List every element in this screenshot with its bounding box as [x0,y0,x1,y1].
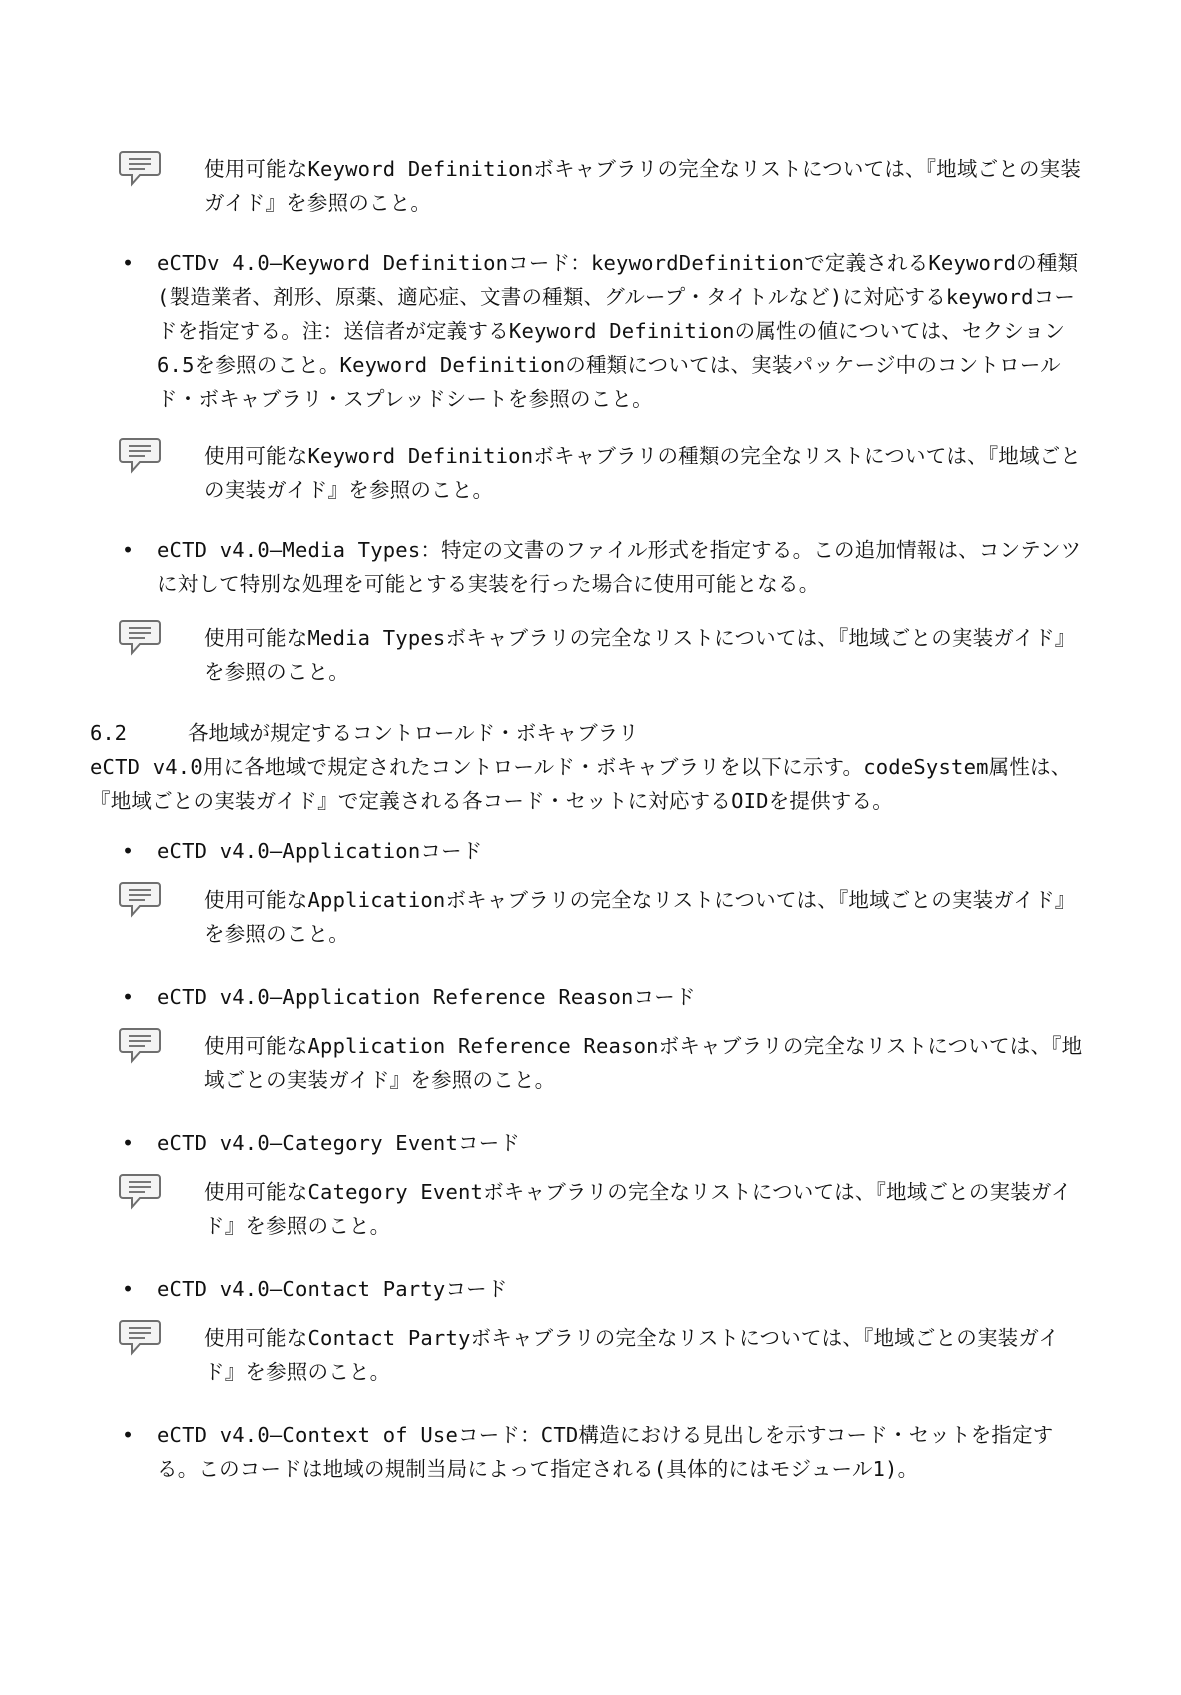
comment-icon [119,148,161,188]
comment-icon [119,1171,161,1211]
bullet-icon: • [121,1277,135,1301]
note-text: 使用可能なKeyword Definitionボキャブラリの種類の完全なリストについては、『地域ごとの実装ガイド』を参照のこと。 [204,444,1082,502]
note-text: 使用可能なMedia Typesボキャブラリの完全なリストについては、『地域ごとの実装ガイド』を参照のこと。 [204,626,1076,684]
note-text: 使用可能なCategory Eventボキャブラリの完全なリストについては、『地域ごとの実装ガイド』を参照のこと。 [204,1180,1072,1238]
bullet-icon: • [121,1131,135,1155]
note-text: 使用可能なKeyword Definitionボキャブラリの完全なリストについては、『地域ごとの実装ガイド』を参照のこと。 [204,157,1082,215]
bullet-icon: • [121,839,135,863]
comment-icon [119,617,161,657]
comment-icon [119,879,161,919]
bullet-text: eCTDv 4.0—Keyword Definitionコード：keywordDefinitionで定義されるKeywordの種類(製造業者、剤形、原薬、適応症、文書の種類、グループ・タイトルなど)に対応するkeywordコードを指定する。注：送信者が定義するKeyword Definitionの属性の値については、セクション6.5を参照のこと。Keyword Definitionの種類については、実装パッケージ中のコントロールド・ボキャブラリ・スプレッドシートを参照のこと。 [157,251,1079,411]
bullet-icon: • [121,1423,135,1447]
note-text: 使用可能なContact Partyボキャブラリの完全なリストについては、『地域ごとの実装ガイド』を参照のこと。 [204,1326,1060,1384]
note-text: 使用可能なApplicationボキャブラリの完全なリストについては、『地域ごとの実装ガイド』を参照のこと。 [204,888,1076,946]
bullet-icon: • [121,538,135,562]
bullet-text: eCTD v4.0—Category Eventコード [157,1131,521,1155]
section-title: 各地域が規定するコントロールド・ボキャブラリ [188,721,639,745]
bullet-text: eCTD v4.0—Contact Partyコード [157,1277,508,1301]
bullet-icon: • [121,985,135,1009]
note-text: 使用可能なApplication Reference Reasonボキャブラリの完全なリストについては、『地域ごとの実装ガイド』を参照のこと。 [204,1034,1083,1092]
bullet-text: eCTD v4.0—Context of Useコード：CTD構造における見出しを示すコード・セットを指定する。このコードは地域の規制当局によって指定される(具体的にはモジュール1)。 [157,1423,1054,1481]
bullet-text: eCTD v4.0—Applicationコード [157,839,483,863]
bullet-icon: • [121,251,135,275]
bullet-text: eCTD v4.0—Media Types：特定の文書のファイル形式を指定する。この追加情報は、コンテンツに対して特別な処理を可能とする実装を行った場合に使用可能となる。 [157,538,1082,596]
section-number: 6.2 [90,721,128,745]
bullet-text: eCTD v4.0—Application Reference Reasonコード [157,985,696,1009]
comment-icon [119,1025,161,1065]
comment-icon [119,1317,161,1357]
comment-icon [119,435,161,475]
section-paragraph: eCTD v4.0用に各地域で規定されたコントロールド・ボキャブラリを以下に示す。codeSystem属性は、『地域ごとの実装ガイド』で定義される各コード・セットに対応するOIDを提供する。 [90,755,1072,813]
